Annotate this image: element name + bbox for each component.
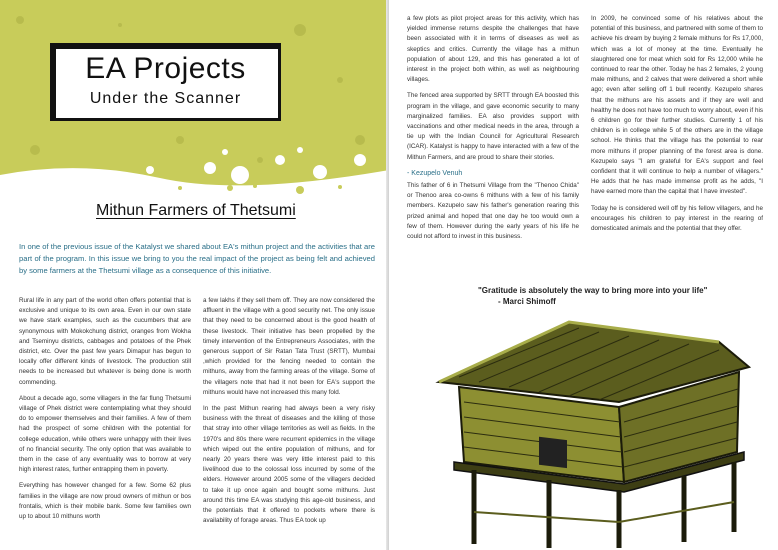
paragraph: This father of 6 in Thetsumi Village from the "Thenoo Chida" or Thenoo area co-owns 6 mithuns with a few of his family members. Kezupelo saw his father's generation rearing this prized animal and hoped that one day he too would own a few of them. However during the early years of his life he could not afford to invest in this business. [407, 182, 579, 241]
paragraph: Everything has however changed for a few. Some 62 plus families in the village are now proud owners of mithun or bos frontalis, which is their mobile bank. Some few families own up to about 10 mithuns worth [19, 482, 191, 521]
paragraph: a few plots as pilot project areas for this activity, which has yielded immense returns despite the challenges that have been associated with it in terms of diseases as well as skeptics and critics. Currently the village has a mithun population of about 129, and this has generated a lot of interest in the project both within, as well as neighbouring villages. [407, 15, 579, 84]
text-column-1 [19, 296, 191, 528]
paragraph: In the past Mithun rearing had always been a very risky business with the threat of diseases and the killing of those that stray into other village territories as well as fields. In the 1970's and 80s there were recurrent epidemics in the village which wiped out the entire population of mithuns, and for nearly 20 years there was very little interest paid to this livelihood due to the colossal loss incurred by some of the elders. However around 2005 some of the villagers decided to take it up once again and bought some mithuns. Just around this time EA was studying this age-old business, and the potentials that it offered to pockets where there is availability of forage areas. Thus EA took up [203, 405, 375, 525]
paragraph: a few lakhs if they sell them off. They are now considered the affluent in the village with a good security net. The only issue that they need to be concerned about is the good health of these livestock. Their initiative has been propelled by the timely intervention of the Entrepreneurs Associates, with the generous support of Sir Ratan Tata Trust (SRTT), Mumbai ,which provided for the fencing needed to contain the mithuns, away from the farming areas of the village. Some of the villagers note that had it not been for EA's support the mithuns would have not increased this many fold. [203, 297, 375, 396]
page-title: EA Projects [85, 52, 246, 85]
paragraph: About a decade ago, some villagers in the far flung Thetsumi village of Phek district were contemplating what they should do to empower themselves and their families. A few of them had the prospect of some children with the potential for college education, while others were unhappy with their lives of no financial security. The only option that was available to them in the case of any eventuality was to borrow at very high interest rates, further entrapping them in poverty. [19, 394, 191, 474]
profile-name: - Kezupelo Venuh [407, 169, 463, 177]
bamboo-hut-illustration [419, 312, 759, 550]
paragraph: The fenced area supported by SRTT through EA boosted this program in the village, and gave economic security to many marginalized families. EA also provides support with vaccinations and other medical needs in the area, through a tie up with the Indian Council for Agricultural Research (ICAR). Katalyst is happy to have interacted with a few of the Mithun Farmers, and are proud to share their stories. [407, 92, 579, 161]
right-page [389, 0, 778, 550]
text-column-2 [203, 296, 375, 532]
paragraph: In 2009, he convinced some of his relatives about the potential of this business, and partnered with some of them to achieve his dream by buying 2 female mithuns for Rs 17,000, which was a lot of money at the time. Eventually he slaughtered one for meat which sold for Rs 12,000 while he continued to rear the other. Today he has 2 females, 2 young male mithuns, and 2 calves that were delivered a short while ago; even after selling off 1 bull recently. Kezupelo shares that the mithuns are his assets and if they are well and healthy he does not have too much to worry about, even if his 6 children go for their further studies. Currently 1 of his children is in college while 5 of the others are in the village school. He thinks that the village has the potential to rear more mithuns if proper planning of the forest area is done. Kezupelo says "I am grateful for EA's support and feel confident that it will continue to help a number of villagers." He adds that he has made immense profit as he adds, "I have earned more than the capital that I have invested". [591, 15, 763, 196]
quote-text: "Gratitude is absolutely the way to bring more into your life" [478, 286, 708, 295]
article-intro: In one of the previous issue of the Katalyst we shared about EA's mithun project and the activities that are part of the program. In this issue we bring to you the real impact of the project as being felt and achieved by some farmers at the Thetsumi village as a consequence of this initiative. [19, 242, 375, 276]
pull-quote [478, 285, 718, 307]
quote-author: - Marci Shimoff [498, 297, 556, 306]
header-banner [0, 0, 389, 190]
paragraph: Rural life in any part of the world often offers potential that is exclusive and unique to its own area. Even in our own state we have stark examples, such as the cucumbers that are synonymous with Mokokchung district, oranges from Wokha and Tseminyu districts, cabbages and potatoes of the Phek district, etc. Over the past few years Dimapur has begun to locally offer different kinds of livestock. The production still needs to be increased but whatever is being done is worth commending. [19, 297, 191, 386]
article-heading: Mithun Farmers of Thetsumi [96, 202, 296, 219]
title-box [50, 43, 281, 121]
page-subtitle: Under the Scanner [89, 90, 242, 107]
paragraph: Today he is considered well off by his fellow villagers, and he encourages his children to pay interest in the rearing of domesticated animals and the potential that they offer. [591, 204, 763, 233]
text-column-3 [407, 14, 579, 248]
text-column-4 [591, 14, 763, 240]
